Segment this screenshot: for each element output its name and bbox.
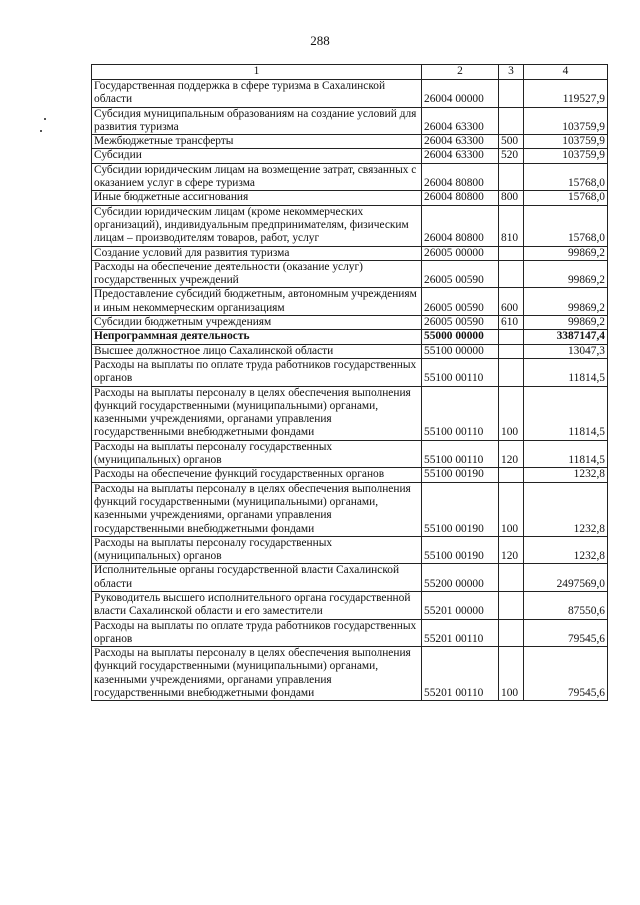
row-name-cell: Исполнительные органы государственной власти Сахалинской области [92,564,422,592]
table-row [92,149,608,163]
row-sum-cell: 99869,2 [524,246,608,260]
margin-mark [40,130,42,132]
row-sum-cell: 13047,3 [524,344,608,358]
row-sum-cell: 1232,8 [524,536,608,564]
column-header-name: 1 [92,65,422,80]
row-sum-cell: 99869,2 [524,316,608,330]
table-row [92,205,608,246]
column-header-sum: 4 [524,65,608,80]
row-code-cell: 26004 00000 [422,80,499,108]
row-name-cell: Расходы на выплаты персоналу государственных (муниципальных) органов [92,440,422,468]
margin-mark [44,118,46,120]
row-name-cell: Непрограммная деятельность [92,330,422,344]
row-type-cell: 100 [499,482,524,536]
row-type-cell: 100 [499,647,524,701]
table-row [92,260,608,288]
row-sum-cell: 11814,5 [524,440,608,468]
row-name-cell: Субсидия муниципальным образованиям на создание условий для развития туризма [92,107,422,135]
row-name-cell: Субсидии бюджетным учреждениям [92,316,422,330]
row-name-cell: Расходы на выплаты по оплате труда работников государственных органов [92,358,422,386]
row-code-cell: 26004 80800 [422,191,499,205]
row-code-cell: 55100 00110 [422,440,499,468]
row-type-cell: 810 [499,205,524,246]
row-type-cell: 600 [499,288,524,316]
table-row [92,344,608,358]
row-sum-cell: 11814,5 [524,358,608,386]
row-name-cell: Межбюджетные трансферты [92,135,422,149]
row-name-cell: Расходы на выплаты персоналу в целях обеспечения выполнения функций государственными (муниципальными) органами, казенными учреждениями, органами управления государственными внебюджетными фондами [92,482,422,536]
row-type-cell [499,591,524,619]
row-code-cell: 55000 00000 [422,330,499,344]
row-type-cell [499,619,524,647]
table-row [92,191,608,205]
row-name-cell: Расходы на выплаты по оплате труда работников государственных органов [92,619,422,647]
table-row [92,619,608,647]
row-code-cell: 26005 00000 [422,246,499,260]
row-name-cell: Расходы на обеспечение функций государственных органов [92,468,422,482]
row-code-cell: 26005 00590 [422,288,499,316]
table-row [92,468,608,482]
row-type-cell [499,358,524,386]
row-sum-cell: 99869,2 [524,288,608,316]
row-type-cell: 100 [499,386,524,440]
row-type-cell: 800 [499,191,524,205]
budget-table [91,64,608,701]
row-name-cell: Государственная поддержка в сфере туризма в Сахалинской области [92,80,422,108]
row-sum-cell: 15768,0 [524,205,608,246]
table-row [92,316,608,330]
row-sum-cell: 2497569,0 [524,564,608,592]
row-sum-cell: 87550,6 [524,591,608,619]
row-type-cell [499,260,524,288]
row-name-cell: Расходы на выплаты персоналу государственных (муниципальных) органов [92,536,422,564]
row-code-cell: 26004 63300 [422,135,499,149]
row-type-cell: 120 [499,440,524,468]
row-name-cell: Высшее должностное лицо Сахалинской области [92,344,422,358]
row-code-cell: 26005 00590 [422,260,499,288]
row-code-cell: 26004 80800 [422,163,499,191]
row-name-cell: Расходы на обеспечение деятельности (оказание услуг) государственных учреждений [92,260,422,288]
row-type-cell [499,564,524,592]
row-code-cell: 55201 00110 [422,647,499,701]
row-sum-cell: 103759,9 [524,149,608,163]
table-row [92,386,608,440]
row-sum-cell: 79545,6 [524,647,608,701]
row-code-cell: 55200 00000 [422,564,499,592]
row-sum-cell: 15768,0 [524,191,608,205]
row-code-cell: 26004 63300 [422,107,499,135]
table-row [92,107,608,135]
row-code-cell: 55100 00110 [422,358,499,386]
row-code-cell: 55100 00190 [422,536,499,564]
row-name-cell: Расходы на выплаты персоналу в целях обеспечения выполнения функций государственными (муниципальными) органами, казенными учреждениями, органами управления государственными внебюджетными фондами [92,647,422,701]
row-type-cell [499,330,524,344]
row-code-cell: 26005 00590 [422,316,499,330]
row-type-cell [499,80,524,108]
row-sum-cell: 119527,9 [524,80,608,108]
row-sum-cell: 1232,8 [524,468,608,482]
row-sum-cell: 103759,9 [524,135,608,149]
page-number: 288 [310,33,330,48]
table-row [92,288,608,316]
row-sum-cell: 79545,6 [524,619,608,647]
row-code-cell: 55100 00190 [422,468,499,482]
row-type-cell [499,468,524,482]
row-name-cell: Создание условий для развития туризма [92,246,422,260]
table-row [92,647,608,701]
row-code-cell: 26004 80800 [422,205,499,246]
row-name-cell: Субсидии юридическим лицам на возмещение затрат, связанных с оказанием услуг в сфере туризма [92,163,422,191]
row-sum-cell: 1232,8 [524,482,608,536]
row-code-cell: 26004 63300 [422,149,499,163]
row-type-cell: 120 [499,536,524,564]
row-sum-cell: 99869,2 [524,260,608,288]
row-sum-cell: 3387147,4 [524,330,608,344]
table-row [92,246,608,260]
table-row [92,536,608,564]
table-row [92,358,608,386]
table-row [92,564,608,592]
row-code-cell: 55100 00190 [422,482,499,536]
row-code-cell: 55201 00000 [422,591,499,619]
column-header-code: 2 [422,65,499,80]
table-header-row [92,65,608,80]
row-name-cell: Субсидии [92,149,422,163]
row-type-cell [499,344,524,358]
row-type-cell [499,246,524,260]
table-row [92,80,608,108]
row-sum-cell: 11814,5 [524,386,608,440]
table-row [92,440,608,468]
row-name-cell: Субсидии юридическим лицам (кроме некоммерческих организаций), индивидуальным предпринимателям, физическим лицам – производителям товаров, работ, услуг [92,205,422,246]
table-row [92,591,608,619]
table-row [92,135,608,149]
column-header-type: 3 [499,65,524,80]
table-row [92,163,608,191]
table-body [92,80,608,701]
row-sum-cell: 103759,9 [524,107,608,135]
table-row [92,330,608,344]
row-type-cell: 520 [499,149,524,163]
row-type-cell: 500 [499,135,524,149]
row-sum-cell: 15768,0 [524,163,608,191]
row-name-cell: Предоставление субсидий бюджетным, автономным учреждениям и иным некоммерческим организациям [92,288,422,316]
table-row [92,482,608,536]
row-type-cell [499,107,524,135]
row-code-cell: 55100 00110 [422,386,499,440]
row-code-cell: 55201 00110 [422,619,499,647]
row-name-cell: Расходы на выплаты персоналу в целях обеспечения выполнения функций государственными (муниципальными) органами, казенными учреждениями, органами управления государственными внебюджетными фондами [92,386,422,440]
row-type-cell [499,163,524,191]
row-type-cell: 610 [499,316,524,330]
row-name-cell: Иные бюджетные ассигнования [92,191,422,205]
row-name-cell: Руководитель высшего исполнительного органа государственной власти Сахалинской области и его заместители [92,591,422,619]
row-code-cell: 55100 00000 [422,344,499,358]
